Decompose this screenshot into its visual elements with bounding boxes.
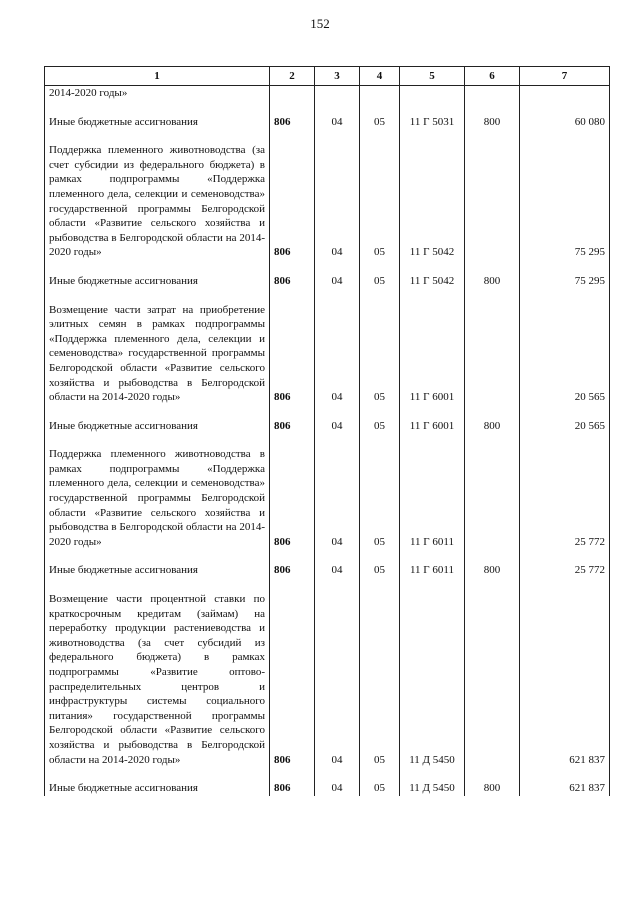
subsection-code: 05 bbox=[360, 563, 400, 578]
spacer-cell bbox=[520, 549, 610, 563]
spacer-cell bbox=[400, 405, 465, 419]
table-row bbox=[45, 592, 610, 767]
row-description: Возмещение части процентной ставки по краткосрочным кредитам (займам) на переработку продукции растениеводства и животноводства (за счет субсидий из федерального бюджета) в рамках подпрограммы «Развитие оптово-распределительных центров и инфраструктуры системы социального питания» государственной программы Белгородской области «Развитие сельского хозяйства и рыбоводства в Белгородской области на 2014-2020 годы» bbox=[45, 592, 270, 767]
table-row bbox=[45, 303, 610, 405]
spacer-cell bbox=[360, 433, 400, 447]
spacer-cell bbox=[360, 767, 400, 781]
row-description: Поддержка племенного животноводства в рамках подпрограммы «Поддержка племенного дела, селекции и семеноводства» государственной программы Белгородской области «Развитие сельского хозяйства и рыбоводства в Белгородской области на 2014-2020 годы» bbox=[45, 447, 270, 549]
spacer-cell bbox=[520, 767, 610, 781]
target-article-code: 11 Г 6001 bbox=[400, 419, 465, 434]
target-article-code: 11 Д 5450 bbox=[400, 781, 465, 796]
target-article-code: 11 Г 6001 bbox=[400, 303, 465, 405]
row-description: 2014-2020 годы» bbox=[45, 86, 270, 101]
row-description: Поддержка племенного животноводства (за счет субсидии из федерального бюджета) в рамках подпрограммы «Поддержка племенного дела, селекции и семеноводства» государственной программы Белгородской области «Развитие сельского хозяйства и рыбоводства в Белгородской области на 2014-2020 годы» bbox=[45, 143, 270, 260]
spacer-cell bbox=[45, 549, 270, 563]
spacer-cell bbox=[315, 433, 360, 447]
spacer-cell bbox=[270, 289, 315, 303]
amount: 75 295 bbox=[520, 274, 610, 289]
row-spacer bbox=[45, 433, 610, 447]
section-code: 04 bbox=[315, 592, 360, 767]
spacer-cell bbox=[360, 405, 400, 419]
spacer-cell bbox=[315, 260, 360, 274]
spacer-cell bbox=[520, 405, 610, 419]
column-header: 1 bbox=[45, 67, 270, 86]
amount: 621 837 bbox=[520, 592, 610, 767]
amount: 25 772 bbox=[520, 563, 610, 578]
header-row bbox=[45, 67, 610, 86]
row-description: Иные бюджетные ассигнования bbox=[45, 419, 270, 434]
page-number: 152 bbox=[310, 16, 330, 31]
target-article-code: 11 Г 5031 bbox=[400, 115, 465, 130]
row-description: Иные бюджетные ассигнования bbox=[45, 563, 270, 578]
spacer-cell bbox=[45, 129, 270, 143]
spacer-cell bbox=[360, 549, 400, 563]
spacer-cell bbox=[270, 260, 315, 274]
expense-type-code: 800 bbox=[465, 563, 520, 578]
spacer-cell bbox=[45, 767, 270, 781]
spacer-cell bbox=[400, 260, 465, 274]
spacer-cell bbox=[465, 405, 520, 419]
table-row bbox=[45, 563, 610, 578]
budget-table bbox=[44, 66, 610, 796]
section-code: 04 bbox=[315, 419, 360, 434]
spacer-cell bbox=[465, 129, 520, 143]
spacer-cell bbox=[400, 549, 465, 563]
table-row bbox=[45, 447, 610, 549]
spacer-cell bbox=[465, 101, 520, 115]
section-code: 04 bbox=[315, 447, 360, 549]
spacer-cell bbox=[45, 405, 270, 419]
row-spacer bbox=[45, 578, 610, 592]
ministry-code: 806 bbox=[270, 447, 315, 549]
row-spacer bbox=[45, 129, 610, 143]
row-spacer bbox=[45, 101, 610, 115]
column-header: 6 bbox=[465, 67, 520, 86]
amount: 621 837 bbox=[520, 781, 610, 796]
section-code: 04 bbox=[315, 781, 360, 796]
spacer-cell bbox=[315, 129, 360, 143]
table-row bbox=[45, 419, 610, 434]
table-row bbox=[45, 143, 610, 260]
ministry-code: 806 bbox=[270, 274, 315, 289]
spacer-cell bbox=[520, 433, 610, 447]
subsection-code: 05 bbox=[360, 447, 400, 549]
spacer-cell bbox=[315, 101, 360, 115]
target-article-code: 11 Г 5042 bbox=[400, 143, 465, 260]
spacer-cell bbox=[400, 129, 465, 143]
target-article-code: 11 Г 6011 bbox=[400, 563, 465, 578]
subsection-code bbox=[360, 86, 400, 101]
row-spacer bbox=[45, 289, 610, 303]
spacer-cell bbox=[270, 129, 315, 143]
section-code: 04 bbox=[315, 274, 360, 289]
column-header: 5 bbox=[400, 67, 465, 86]
spacer-cell bbox=[315, 578, 360, 592]
spacer-cell bbox=[465, 289, 520, 303]
column-header: 3 bbox=[315, 67, 360, 86]
expense-type-code bbox=[465, 143, 520, 260]
row-description: Иные бюджетные ассигнования bbox=[45, 274, 270, 289]
subsection-code: 05 bbox=[360, 419, 400, 434]
spacer-cell bbox=[360, 289, 400, 303]
spacer-cell bbox=[270, 405, 315, 419]
section-code bbox=[315, 86, 360, 101]
ministry-code bbox=[270, 86, 315, 101]
spacer-cell bbox=[520, 260, 610, 274]
table-row bbox=[45, 86, 610, 101]
ministry-code: 806 bbox=[270, 419, 315, 434]
ministry-code: 806 bbox=[270, 143, 315, 260]
spacer-cell bbox=[270, 433, 315, 447]
ministry-code: 806 bbox=[270, 592, 315, 767]
section-code: 04 bbox=[315, 143, 360, 260]
section-code: 04 bbox=[315, 115, 360, 130]
spacer-cell bbox=[520, 289, 610, 303]
row-spacer bbox=[45, 549, 610, 563]
spacer-cell bbox=[360, 129, 400, 143]
spacer-cell bbox=[45, 101, 270, 115]
table-row bbox=[45, 781, 610, 796]
spacer-cell bbox=[400, 101, 465, 115]
column-header: 4 bbox=[360, 67, 400, 86]
spacer-cell bbox=[465, 433, 520, 447]
subsection-code: 05 bbox=[360, 303, 400, 405]
subsection-code: 05 bbox=[360, 143, 400, 260]
amount: 25 772 bbox=[520, 447, 610, 549]
amount: 20 565 bbox=[520, 419, 610, 434]
target-article-code: 11 Г 6011 bbox=[400, 447, 465, 549]
ministry-code: 806 bbox=[270, 303, 315, 405]
spacer-cell bbox=[45, 260, 270, 274]
spacer-cell bbox=[270, 767, 315, 781]
amount: 75 295 bbox=[520, 143, 610, 260]
spacer-cell bbox=[465, 549, 520, 563]
section-code: 04 bbox=[315, 563, 360, 578]
row-description: Иные бюджетные ассигнования bbox=[45, 781, 270, 796]
ministry-code: 806 bbox=[270, 563, 315, 578]
spacer-cell bbox=[465, 767, 520, 781]
spacer-cell bbox=[270, 101, 315, 115]
spacer-cell bbox=[315, 549, 360, 563]
spacer-cell bbox=[270, 549, 315, 563]
spacer-cell bbox=[400, 433, 465, 447]
section-code: 04 bbox=[315, 303, 360, 405]
spacer-cell bbox=[465, 578, 520, 592]
subsection-code: 05 bbox=[360, 115, 400, 130]
expense-type-code bbox=[465, 86, 520, 101]
column-header: 7 bbox=[520, 67, 610, 86]
row-spacer bbox=[45, 260, 610, 274]
spacer-cell bbox=[520, 578, 610, 592]
expense-type-code: 800 bbox=[465, 781, 520, 796]
row-spacer bbox=[45, 405, 610, 419]
spacer-cell bbox=[45, 433, 270, 447]
ministry-code: 806 bbox=[270, 115, 315, 130]
spacer-cell bbox=[465, 260, 520, 274]
expense-type-code bbox=[465, 447, 520, 549]
amount bbox=[520, 86, 610, 101]
spacer-cell bbox=[400, 289, 465, 303]
subsection-code: 05 bbox=[360, 592, 400, 767]
row-description: Иные бюджетные ассигнования bbox=[45, 115, 270, 130]
target-article-code: 11 Д 5450 bbox=[400, 592, 465, 767]
target-article-code bbox=[400, 86, 465, 101]
spacer-cell bbox=[315, 405, 360, 419]
expense-type-code: 800 bbox=[465, 115, 520, 130]
spacer-cell bbox=[520, 129, 610, 143]
spacer-cell bbox=[400, 767, 465, 781]
spacer-cell bbox=[270, 578, 315, 592]
subsection-code: 05 bbox=[360, 781, 400, 796]
spacer-cell bbox=[45, 289, 270, 303]
expense-type-code bbox=[465, 592, 520, 767]
amount: 20 565 bbox=[520, 303, 610, 405]
subsection-code: 05 bbox=[360, 274, 400, 289]
target-article-code: 11 Г 5042 bbox=[400, 274, 465, 289]
spacer-cell bbox=[315, 767, 360, 781]
expense-type-code: 800 bbox=[465, 274, 520, 289]
column-header: 2 bbox=[270, 67, 315, 86]
spacer-cell bbox=[360, 260, 400, 274]
spacer-cell bbox=[360, 101, 400, 115]
row-spacer bbox=[45, 767, 610, 781]
spacer-cell bbox=[45, 578, 270, 592]
spacer-cell bbox=[315, 289, 360, 303]
spacer-cell bbox=[400, 578, 465, 592]
table-row bbox=[45, 274, 610, 289]
ministry-code: 806 bbox=[270, 781, 315, 796]
table-row bbox=[45, 115, 610, 130]
row-description: Возмещение части затрат на приобретение элитных семян в рамках подпрограммы «Поддержка племенного дела, селекции и семеноводства» государственной программы Белгородской области «Развитие сельского хозяйства и рыбоводства в Белгородской области на 2014-2020 годы» bbox=[45, 303, 270, 405]
expense-type-code: 800 bbox=[465, 419, 520, 434]
amount: 60 080 bbox=[520, 115, 610, 130]
spacer-cell bbox=[520, 101, 610, 115]
expense-type-code bbox=[465, 303, 520, 405]
spacer-cell bbox=[360, 578, 400, 592]
